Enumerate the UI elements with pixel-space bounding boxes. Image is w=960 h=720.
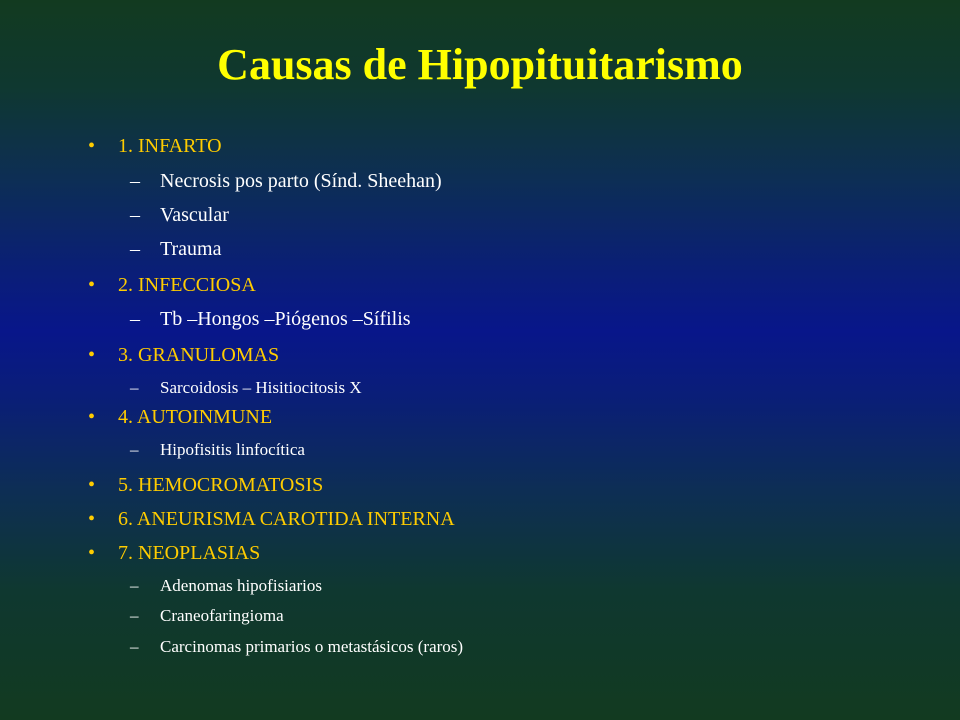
sub-item-label: Carcinomas primarios o metastásicos (raros): [160, 637, 464, 656]
bullet-item-hemocromatosis: [88, 473, 323, 497]
bullet-label: 4. AUTOINMUNE: [118, 406, 273, 428]
sub-item-label: Hipofisitis linfocítica: [160, 440, 305, 459]
bullet-marker: •: [88, 508, 96, 530]
sub-item-label: Craneofaringioma: [160, 606, 284, 625]
slide-title: Causas de Hipopituitarismo: [217, 40, 743, 89]
bullet-marker: •: [88, 474, 96, 496]
sub-item: [130, 237, 221, 261]
sub-item: [130, 307, 411, 331]
dash-marker: –: [130, 378, 139, 397]
bullet-marker: •: [88, 135, 96, 157]
bullet-label: 5. HEMOCROMATOSIS: [118, 474, 324, 496]
sub-item-label: Trauma: [160, 238, 222, 260]
dash-marker: –: [130, 170, 140, 192]
sub-item-label: Adenomas hipofisiarios: [160, 576, 322, 595]
bullet-label: 7. NEOPLASIAS: [118, 542, 261, 564]
bullet-item-autoinmune: [88, 405, 272, 429]
sub-item: [130, 574, 322, 598]
sub-item: [130, 203, 229, 227]
bullet-marker: •: [88, 542, 96, 564]
dash-marker: –: [130, 308, 140, 330]
bullet-label: 1. INFARTO: [118, 135, 222, 157]
sub-item: [130, 438, 305, 462]
bullet-item-granulomas: [88, 343, 279, 367]
sub-item-label: Necrosis pos parto (Sínd. Sheehan): [160, 170, 442, 192]
sub-item-label: Sarcoidosis – Hisitiocitosis X: [160, 378, 362, 397]
dash-marker: –: [130, 606, 139, 625]
sub-item: [130, 376, 362, 400]
dash-marker: –: [130, 637, 139, 656]
sub-item: [130, 169, 442, 193]
bullet-marker: •: [88, 274, 96, 296]
bullet-label: 3. GRANULOMAS: [118, 344, 280, 366]
bullet-item-infecciosa: [88, 273, 256, 297]
dash-marker: –: [130, 576, 139, 595]
dash-marker: –: [130, 440, 139, 459]
dash-marker: –: [130, 238, 140, 260]
sub-item-label: Vascular: [160, 204, 229, 226]
sub-item: [130, 635, 463, 659]
bullet-label: 6. ANEURISMA CAROTIDA INTERNA: [118, 508, 455, 530]
dash-marker: –: [130, 204, 140, 226]
bullet-marker: •: [88, 344, 96, 366]
sub-item-label: Tb –Hongos –Piógenos –Sífilis: [160, 308, 411, 330]
bullet-item-neoplasias: [88, 541, 260, 565]
sub-item: [130, 604, 284, 628]
bullet-item-aneurisma: [88, 507, 455, 531]
bullet-label: 2. INFECCIOSA: [118, 274, 256, 296]
bullet-marker: •: [88, 406, 96, 428]
bullet-item-infarto: [88, 134, 222, 158]
